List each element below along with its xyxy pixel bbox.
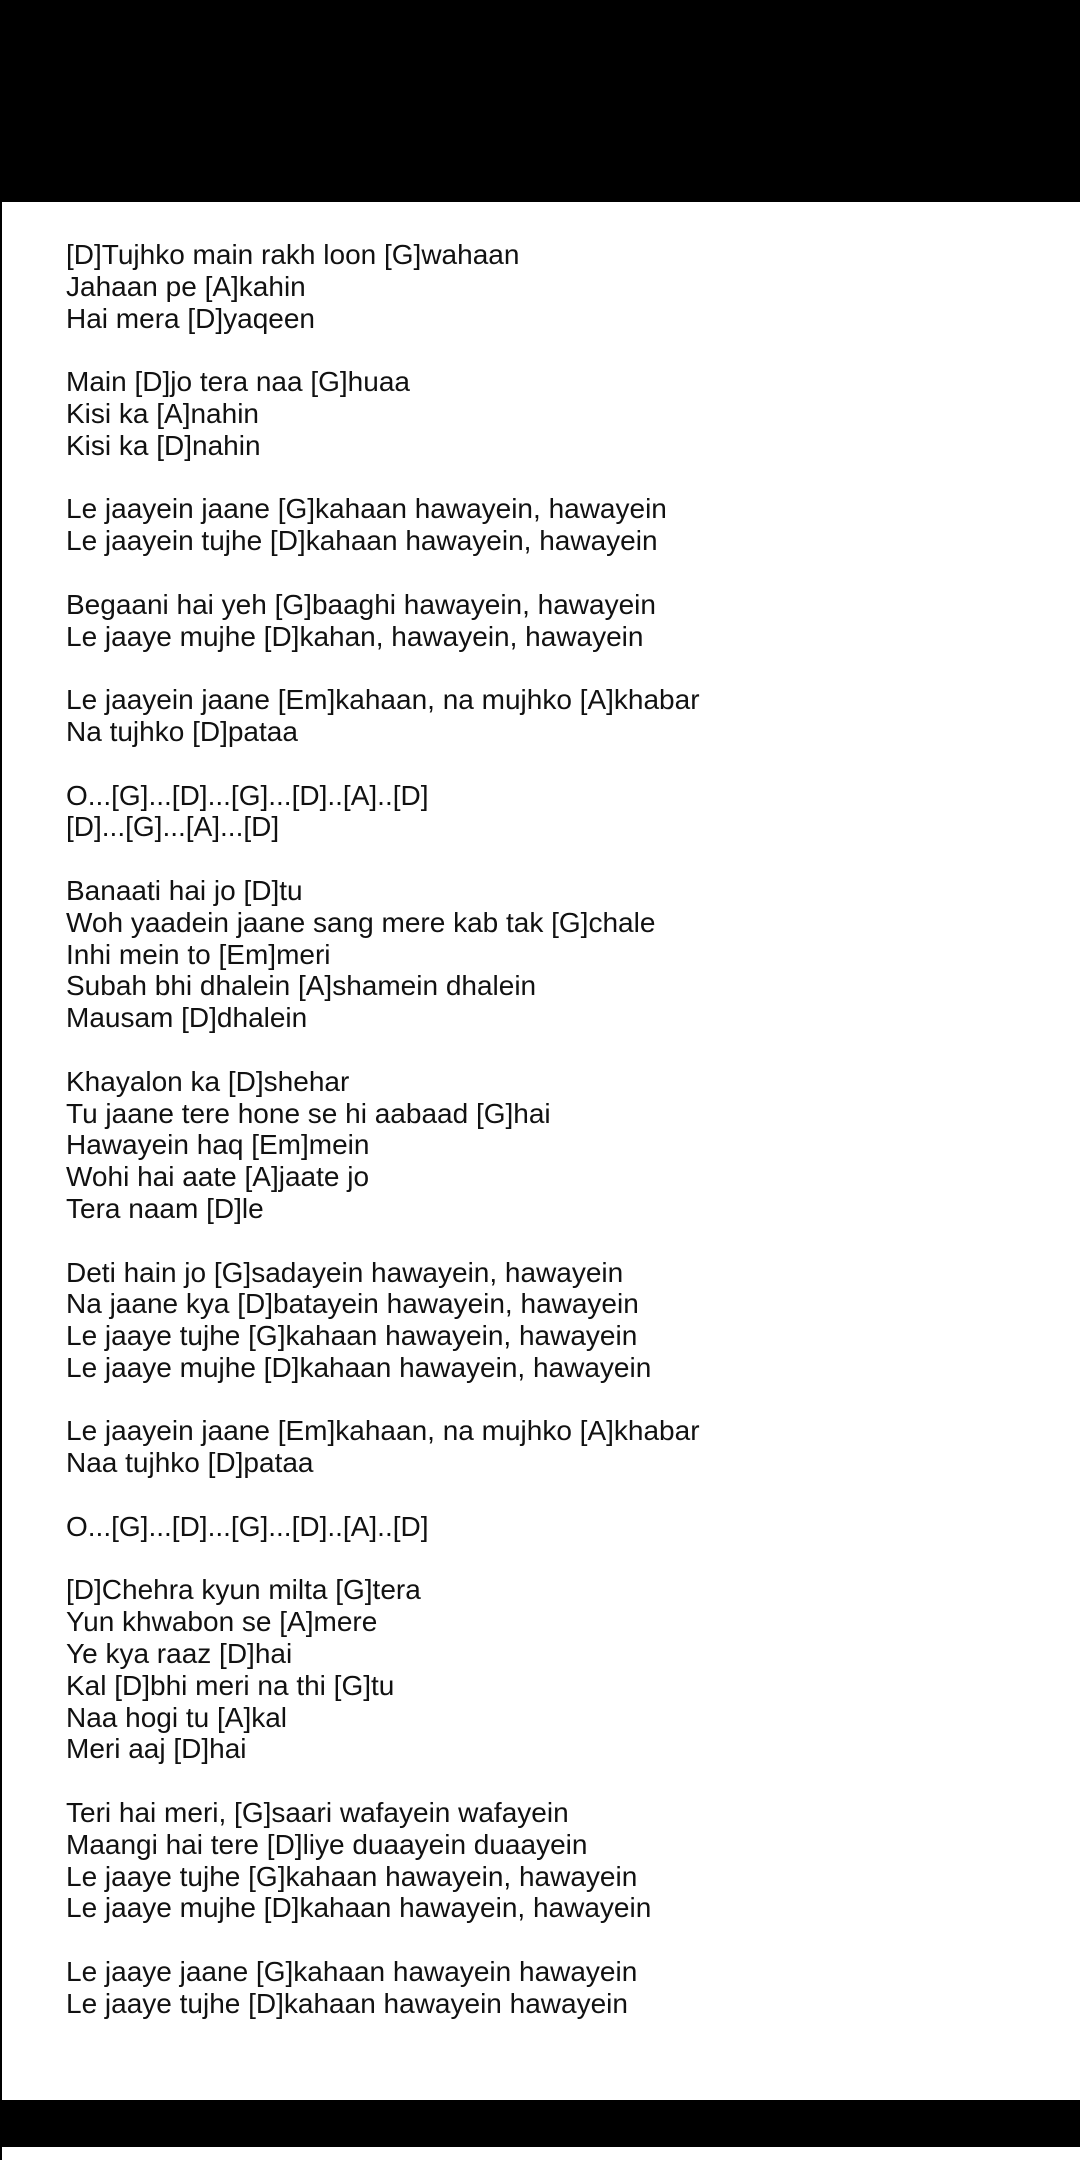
lyric-line: Deti hain jo [G]sadayein hawayein, hawayein [66,1256,624,1288]
lyric-line: Naa hogi tu [A]kal [66,1701,288,1733]
lyric-line: Meri aaj [D]hai [66,1733,247,1765]
lyric-line: O...[G]...[D]...[G]...[D]..[A]..[D] [66,779,429,811]
lyric-stanza [66,493,1056,557]
lyric-line: Banaati hai jo [D]tu [66,874,303,906]
lyric-line: Teri hai meri, [G]saari wafayein wafayein [66,1797,569,1829]
lyric-stanza [66,1956,1056,2020]
lyric-line: Main [D]jo tera naa [G]huaa [66,366,410,398]
lyric-line: Begaani hai yeh [G]baaghi hawayein, hawayein [66,588,656,620]
lyric-line: Le jaayein jaane [Em]kahaan, na mujhko [A]khabar [66,1415,700,1447]
lyric-line: Khayalon ka [D]shehar [66,1065,350,1097]
lyric-line: Kisi ka [D]nahin [66,429,261,461]
lyric-line: Le jaaye jaane [G]kahaan hawayein hawayein [66,1956,638,1988]
left-screen-edge-line [0,0,2,2160]
lyric-line: Na tujhko [D]pataa [66,715,298,747]
lyric-stanza [66,875,1056,1034]
lyric-line: Woh yaadein jaane sang mere kab tak [G]chale [66,906,656,938]
lyric-stanza [66,1066,1056,1225]
lyric-line: Na jaane kya [D]batayein hawayein, hawayein [66,1288,639,1320]
lyric-line: [D]Chehra kyun milta [G]tera [66,1574,421,1606]
lyric-line: Le jaaye mujhe [D]kahaan hawayein, hawayein [66,1892,652,1924]
lyric-line: Le jaaye tujhe [G]kahaan hawayein, hawayein [66,1320,638,1352]
lyric-line: Jahaan pe [A]kahin [66,270,306,302]
lyrics-sheet[interactable] [66,239,1056,2051]
lyric-line: Tera naam [D]le [66,1192,264,1224]
lyric-line: Kisi ka [A]nahin [66,397,259,429]
lyric-line: O...[G]...[D]...[G]...[D]..[A]..[D] [66,1510,429,1542]
lyric-line: Le jaayein jaane [G]kahaan hawayein, hawayein [66,493,667,525]
lyric-stanza [66,589,1056,653]
lyric-stanza [66,1257,1056,1384]
lyric-line: Inhi mein to [Em]meri [66,938,331,970]
lyric-line: Le jaayein tujhe [D]kahaan hawayein, hawayein [66,525,658,557]
lyric-stanza [66,366,1056,461]
lyric-stanza [66,239,1056,334]
lyric-line: Kal [D]bhi meri na thi [G]tu [66,1669,395,1701]
lyric-line: Le jaayein jaane [Em]kahaan, na mujhko [A]khabar [66,684,700,716]
top-letterbox-bar [0,0,1080,202]
lyric-line: Tu jaane tere hone se hi aabaad [G]hai [66,1097,551,1129]
lyric-stanza [66,1574,1056,1765]
lyric-stanza [66,1415,1056,1479]
lyric-line: [D]...[G]...[A]...[D] [66,811,280,843]
lyric-stanza [66,780,1056,844]
lyric-line: Mausam [D]dhalein [66,1002,308,1034]
lyric-line: Yun khwabon se [A]mere [66,1606,378,1638]
lyric-line: Hai mera [D]yaqeen [66,302,316,334]
lyric-line: Le jaaye tujhe [D]kahaan hawayein hawayein [66,1987,628,2019]
bottom-letterbox-bar [0,2100,1080,2147]
lyric-stanza [66,1511,1056,1543]
lyric-line: Le jaaye mujhe [D]kahan, hawayein, hawayein [66,620,644,652]
lyric-line: Subah bhi dhalein [A]shamein dhalein [66,970,537,1002]
lyric-line: Ye kya raaz [D]hai [66,1638,293,1670]
lyric-line: [D]Tujhko main rakh loon [G]wahaan [66,239,520,270]
lyric-stanza [66,1797,1056,1924]
lyric-line: Naa tujhko [D]pataa [66,1447,314,1479]
lyric-line: Maangi hai tere [D]liye duaayein duaayein [66,1828,588,1860]
lyric-stanza [66,684,1056,748]
lyric-line: Hawayein haq [Em]mein [66,1129,370,1161]
lyric-line: Le jaaye mujhe [D]kahaan hawayein, hawayein [66,1351,652,1383]
lyric-line: Le jaaye tujhe [G]kahaan hawayein, hawayein [66,1860,638,1892]
lyric-line: Wohi hai aate [A]jaate jo [66,1161,370,1193]
